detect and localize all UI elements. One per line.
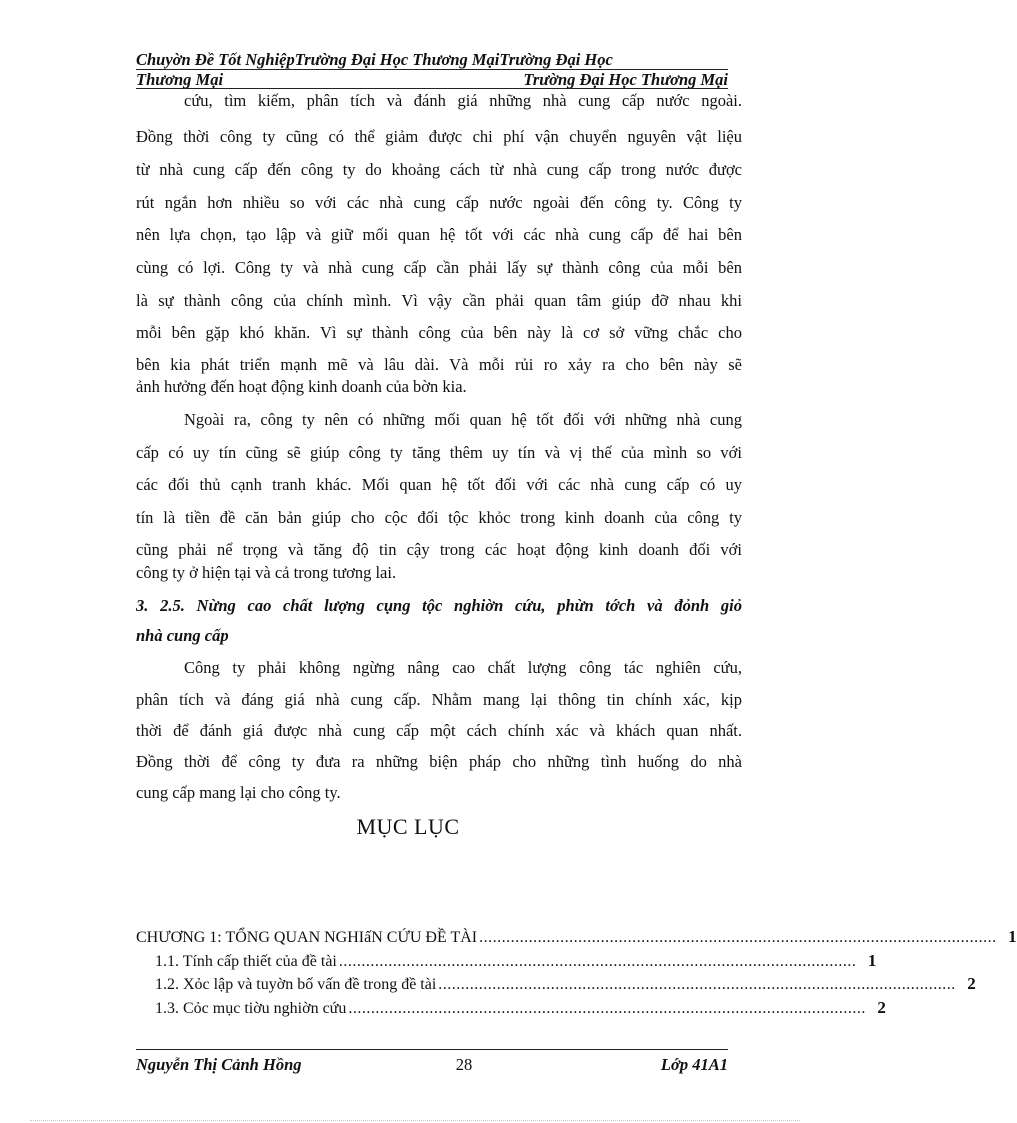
toc-entry[interactable] (136, 927, 1017, 948)
paragraph-line: là sự thành công của chính mình. Vì vậy cần phải quan tâm giúp đỡ nhau khi (136, 291, 742, 310)
paragraph-line: thời để đánh giá được nhà cung cấp một cách chính xác và khách quan nhất. (136, 721, 742, 740)
header-right: Trường Đại Học Thương Mại (523, 70, 728, 89)
toc-entry-label: 1.1. Tính cấp thiết của đề tài (155, 953, 337, 970)
paragraph-line: Công ty phải không ngừng nâng cao chất lượng công tác nghiên cứu, (184, 658, 742, 677)
paragraph-line: Ngoài ra, công ty nên có những mối quan hệ tốt đối với những nhà cung (184, 410, 742, 429)
footer (136, 1055, 728, 1075)
paragraph-line: phân tích và đáng giá nhà cung cấp. Nhằm mang lại thông tin chính xác, kịp (136, 690, 742, 709)
header-line-2 (136, 69, 728, 89)
toc-entry-page: 2 (967, 974, 976, 993)
toc-leader: ................................................................................................................... (338, 953, 857, 970)
paragraph-line: cung cấp mang lại cho công ty. (136, 783, 341, 802)
footer-rule (136, 1049, 728, 1050)
footer-author: Nguyễn Thị Cảnh Hồng (136, 1055, 302, 1074)
toc-entry-label: 1.2. Xỏc lập và tuyờn bố vấn đề trong đề tài (155, 976, 437, 993)
toc-entry-page: 1 (1008, 927, 1017, 946)
paragraph-line: cứu, tìm kiếm, phân tích và đánh giá những nhà cung cấp nước ngoài. (184, 91, 742, 110)
toc-entry-page: 2 (877, 998, 886, 1017)
section-heading: 3. 2.5. Nừng cao chất lượng cụng tộc nghiờn cứu, phừn tớch và đỏnh giỏ (136, 596, 742, 615)
header-left: Thương Mại (136, 70, 224, 89)
paragraph-line: rút ngắn hơn nhiều so với các nhà cung cấp nước ngoài đến công ty. Công ty (136, 193, 742, 212)
toc-entry[interactable] (155, 974, 976, 995)
paragraph-line: ảnh hưởng đến hoạt động kinh doanh của bờn kia. (136, 377, 467, 396)
header-line-1: Chuyờn Đề Tốt NghiệpTrường Đại Học Thương MạiTrường Đại Học (136, 50, 613, 69)
paragraph-line: Đồng thời để công ty đưa ra những biện pháp cho những tình huống do nhà (136, 752, 742, 771)
paragraph-line: nên lựa chọn, tạo lập và giữ mối quan hệ tốt với các nhà cung cấp để hai bên (136, 225, 742, 244)
toc-leader: ................................................................................................................... (348, 1000, 866, 1017)
toc-leader: ................................................................................................................... (479, 929, 997, 946)
paragraph-line: bên kia phát triển mạnh mẽ và lâu dài. Và mỗi rủi ro xảy ra cho bên này sẽ (136, 355, 742, 374)
toc-title: MỤC LỤC (356, 814, 460, 839)
paragraph-line: mỗi bên gặp khó khăn. Vì sự thành công của bên này là cơ sở vững chắc cho (136, 323, 742, 342)
paragraph-line: Đồng thời công ty cũng có thể giảm được chi phí vận chuyển nguyên vật liệu (136, 127, 742, 146)
toc-leader: ................................................................................................................... (438, 976, 956, 993)
paragraph-line: tín là tiền đề căn bản giúp cho cộc đối tộc khỏc trong kinh doanh của công ty (136, 508, 742, 527)
paragraph-line: cũng phải nể trọng và tăng độ tin cậy trong các hoạt động kinh doanh đối với (136, 540, 742, 559)
toc-entry-label: 1.3. Cỏc mục tiờu nghiờn cứu (155, 1000, 347, 1017)
paragraph-line: các đối thủ cạnh tranh khác. Mối quan hệ tốt đối với các nhà cung cấp có uy (136, 475, 742, 494)
paragraph-line: từ nhà cung cấp đến công ty do khoảng cách từ nhà cung cấp trong nước được (136, 160, 742, 179)
paragraph-line: cùng có lợi. Công ty và nhà cung cấp cần phải lấy sự thành công của mỗi bên (136, 258, 742, 277)
page-bottom-guide (30, 1120, 800, 1121)
footer-class: Lớp 41A1 (660, 1055, 728, 1074)
toc-entry-page: 1 (867, 951, 877, 970)
paragraph-line: cấp có uy tín cũng sẽ giúp công ty tăng thêm uy tín và vị thế của mình so với (136, 443, 742, 462)
toc-entry[interactable] (155, 951, 877, 972)
toc-entry[interactable] (155, 998, 886, 1019)
page-number: 28 (455, 1055, 473, 1074)
header-rule (136, 88, 728, 89)
section-heading: nhà cung cấp (136, 626, 229, 645)
paragraph-line: công ty ở hiện tại và cả trong tương lai. (136, 563, 397, 582)
toc-entry-label: CHƯƠNG 1: TỔNG QUAN NGHIấN CỨU ĐỀ TÀI (136, 929, 478, 946)
